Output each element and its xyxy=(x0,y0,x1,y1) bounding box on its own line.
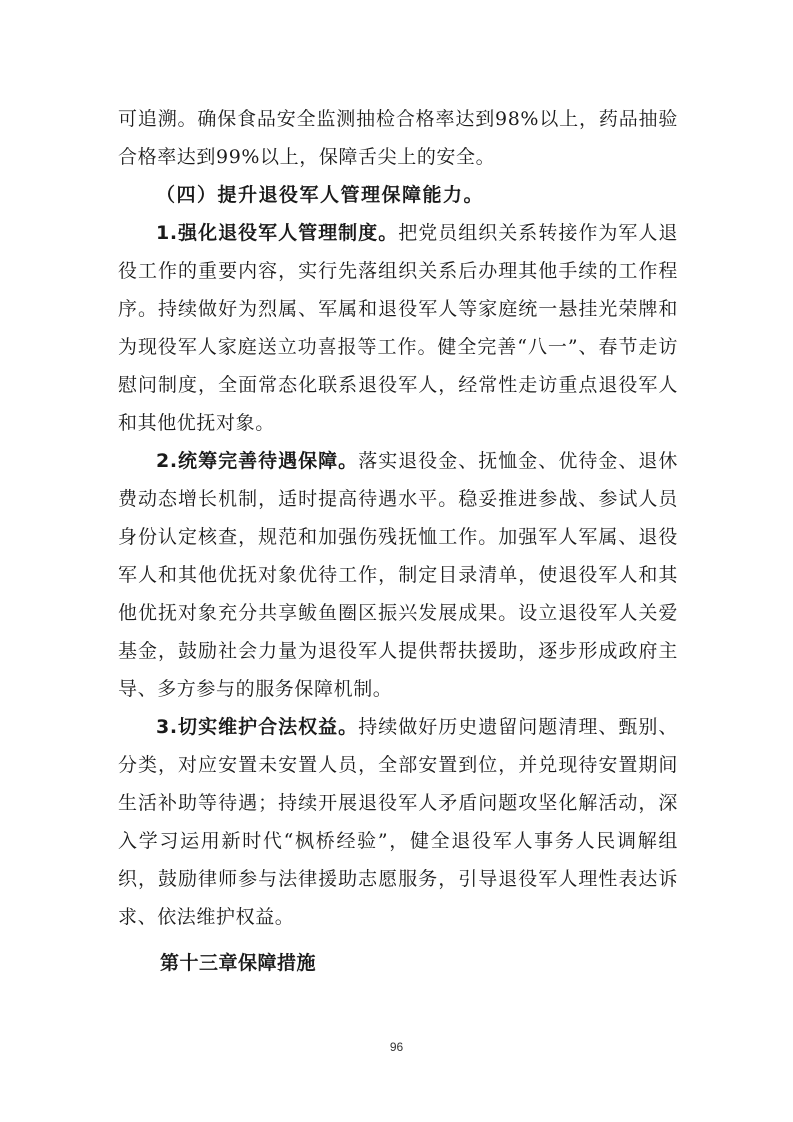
item-1-body: 把党员组织关系转接作为军人退役工作的重要内容，实行先落组织关系后办理其他手续的工作程序。持续做好为烈属、军属和退役军人等家庭统一悬挂光荣牌和为现役军人家庭送立功喜报等工作。健全完善“八一”、春节走访慰问制度，全面常态化联系退役军人，经常性走访重点退役军人和其他优抚对象。 xyxy=(118,222,678,434)
item-1-lead: 1.强化退役军人管理制度。 xyxy=(156,222,399,244)
item-3-body: 持续做好历史遗留问题清理、甄别、分类，对应安置未安置人员，全部安置到位，并兑现待安置期间生活补助等待遇；持续开展退役军人矛盾问题攻坚化解活动，深入学习运用新时代“枫桥经验”，健全退役军人事务人民调解组织，鼓励律师参与法律援助志愿服务，引导退役军人理性表达诉求、依法维护权益。 xyxy=(118,716,678,928)
item-2-body: 落实退役金、抚恤金、优待金、退休费动态增长机制，适时提高待遇水平。稳妥推进参战、参试人员身份认定核查，规范和加强伤残抚恤工作。加强军人军属、退役军人和其他优抚对象优待工作，制定目录清单，使退役军人和其他优抚对象充分共享鲅鱼圈区振兴发展成果。设立退役军人关爱基金，鼓励社会力量为退役军人提供帮扶援助，逐步形成政府主导、多方参与的服务保障机制。 xyxy=(118,450,678,700)
section-heading-veterans: （四）提升退役军人管理保障能力。 xyxy=(156,184,485,206)
item-2-lead: 2.统筹完善待遇保障。 xyxy=(156,450,359,472)
paragraph-food-safety: 可追溯。确保食品安全监测抽检合格率达到98%以上，药品抽验合格率达到99%以上，保障舌尖上的安全。 xyxy=(118,108,678,168)
item-3-lead: 3.切实维护合法权益。 xyxy=(156,716,359,738)
paragraph-item-1 xyxy=(118,214,678,442)
page-number: 96 xyxy=(389,1040,404,1054)
body-text xyxy=(118,100,678,936)
paragraph-item-3 xyxy=(118,708,678,936)
paragraph-item-2 xyxy=(118,442,678,708)
chapter-title: 第十三章保障措施 xyxy=(160,952,317,974)
